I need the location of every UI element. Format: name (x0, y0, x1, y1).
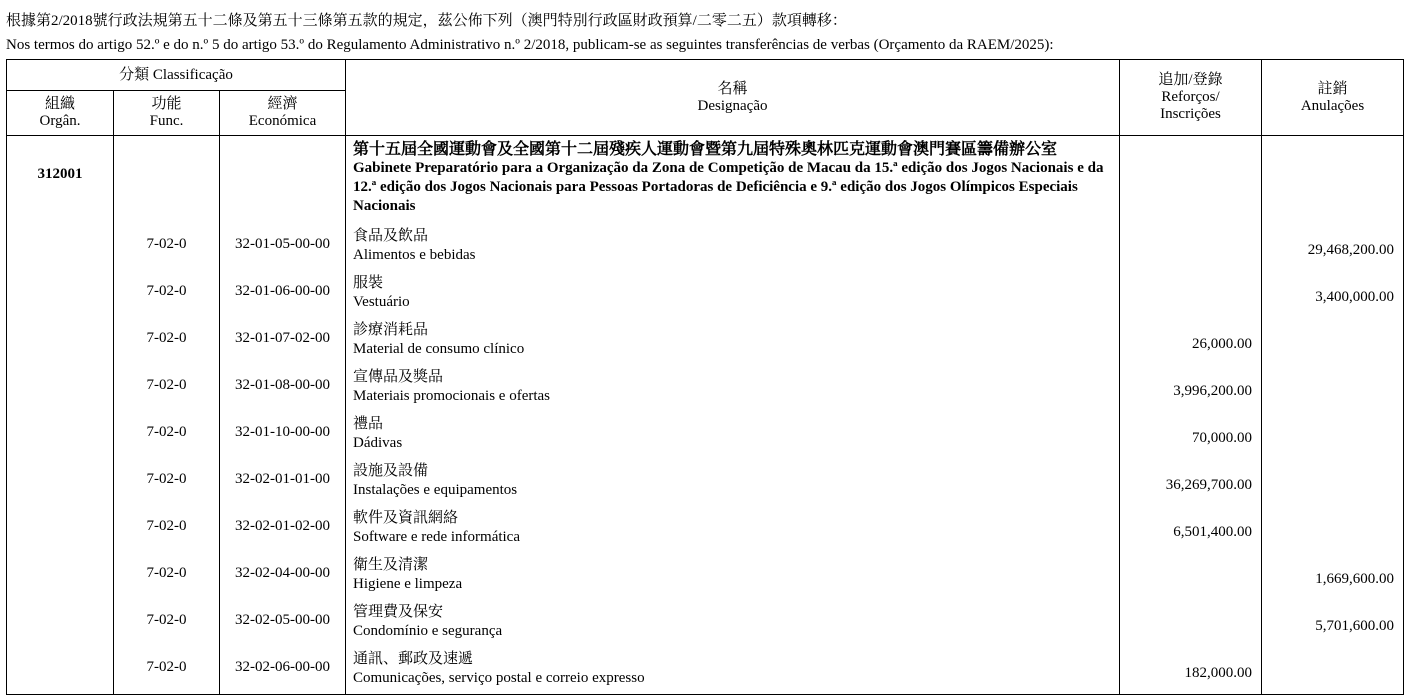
anulacoes-header (1262, 60, 1404, 136)
anulacao-amount (1262, 365, 1403, 383)
anulacoes-header-pt: Anulações (1300, 97, 1365, 114)
anulacao-cell (1262, 553, 1404, 600)
designation-zh: 服裝 (353, 275, 384, 291)
organic-cell (7, 647, 114, 695)
anulacao-cell (1262, 271, 1404, 318)
reforcos-header-pt2: Inscrições (1160, 106, 1221, 122)
eco-cell (220, 271, 346, 318)
entity-anulacao-cell (1262, 136, 1404, 225)
anulacao-amount: 3,400,000.00 (1315, 289, 1394, 305)
func-cell (114, 459, 220, 506)
designation-cell (346, 647, 1120, 695)
func-cell (114, 553, 220, 600)
eco-code: 32-02-01-02-00 (235, 518, 330, 534)
classification-header: 分類 Classificação (7, 60, 346, 91)
organica-header-zh: 組織 (44, 96, 75, 112)
anulacao-amount (1262, 412, 1403, 430)
organic-cell (7, 459, 114, 506)
eco-code: 32-01-08-00-00 (235, 377, 330, 393)
eco-cell (220, 553, 346, 600)
func-cell (114, 506, 220, 553)
designation-pt: Comunicações, serviço postal e correio expresso (353, 670, 645, 686)
designation-pt: Alimentos e bebidas (353, 247, 476, 263)
designation-zh: 設施及設備 (353, 463, 429, 479)
designation-pt: Material de consumo clínico (353, 341, 525, 357)
organic-cell (7, 365, 114, 412)
designation-cell (346, 365, 1120, 412)
organic-code: 312001 (37, 166, 83, 182)
organica-header-pt: Orgân. (39, 113, 81, 129)
anulacao-cell (1262, 318, 1404, 365)
designation-pt: Higiene e limpeza (353, 576, 463, 592)
func-cell (114, 271, 220, 318)
designation-pt: Materiais promocionais e ofertas (353, 388, 551, 404)
anulacao-cell (1262, 647, 1404, 695)
organic-cell (7, 318, 114, 365)
table-row (7, 318, 1404, 365)
eco-code: 32-01-10-00-00 (235, 424, 330, 440)
reforco-cell (1120, 647, 1262, 695)
designation-zh: 軟件及資訊網絡 (353, 510, 459, 526)
reforco-amount: 6,501,400.00 (1173, 524, 1252, 540)
designation-zh: 診療消耗品 (353, 322, 429, 338)
func-cell (114, 318, 220, 365)
reforco-amount: 3,996,200.00 (1173, 383, 1252, 399)
entity-func-cell (114, 136, 220, 225)
reforco-amount: 26,000.00 (1192, 336, 1252, 352)
entity-name-pt: Gabinete Preparatório para a Organização da Zona de Competição de Macau da 15.ª edição dos Jogos Nacionais e da 12.ª edição dos Jogos Nacionais para Pessoas Portadoras de Deficiência e 9.ª edição dos Jogos Olímpicos Especiais Nacionais (353, 160, 1104, 214)
anulacoes-header-zh: 註銷 (1317, 80, 1348, 97)
table-row (7, 506, 1404, 553)
designation-cell (346, 459, 1120, 506)
eco-cell (220, 600, 346, 647)
entity-name-zh: 第十五屆全國運動會及全國第十二屆殘疾人運動會暨第九屆特殊奧林匹克運動會澳門賽區籌備辦公室 (353, 141, 1058, 158)
eco-code: 32-02-01-01-00 (235, 471, 330, 487)
anulacao-amount (1262, 647, 1403, 665)
reforco-cell (1120, 506, 1262, 553)
eco-code: 32-02-04-00-00 (235, 565, 330, 581)
func-cell (114, 412, 220, 459)
reforco-amount: 36,269,700.00 (1165, 477, 1252, 493)
eco-cell (220, 647, 346, 695)
anulacao-cell (1262, 412, 1404, 459)
func-code: 7-02-0 (146, 612, 187, 628)
designation-pt: Dádivas (353, 435, 403, 451)
reforco-cell (1120, 271, 1262, 318)
reforco-cell (1120, 365, 1262, 412)
eco-cell (220, 459, 346, 506)
func-code: 7-02-0 (146, 330, 187, 346)
table-row (7, 459, 1404, 506)
budget-transfer-table (6, 59, 1404, 695)
organic-cell (7, 600, 114, 647)
organic-cell (7, 506, 114, 553)
table-row (7, 553, 1404, 600)
reforco-cell (1120, 318, 1262, 365)
reforco-cell (1120, 459, 1262, 506)
organic-cell (7, 553, 114, 600)
entity-organic-cell (7, 136, 114, 225)
reforco-amount: 70,000.00 (1192, 430, 1252, 446)
designation-cell (346, 224, 1120, 271)
intro-portuguese: Nos termos do artigo 52.º e do n.º 5 do artigo 53.º do Regulamento Administrativo n.º 2/2018, publicam-se as seguintes transferências de verbas (Orçamento da RAEM/2025): (6, 37, 1054, 53)
anulacao-cell (1262, 506, 1404, 553)
designation-cell (346, 271, 1120, 318)
anulacao-amount (1262, 459, 1403, 477)
eco-cell (220, 318, 346, 365)
eco-cell (220, 506, 346, 553)
eco-code: 32-02-06-00-00 (235, 659, 330, 675)
anulacao-amount: 1,669,600.00 (1315, 571, 1394, 587)
anulacao-cell (1262, 365, 1404, 412)
table-row (7, 365, 1404, 412)
func-cell (114, 600, 220, 647)
eco-code: 32-01-05-00-00 (235, 236, 330, 252)
func-code: 7-02-0 (146, 471, 187, 487)
designation-cell (346, 553, 1120, 600)
func-code: 7-02-0 (146, 377, 187, 393)
designation-zh: 管理費及保安 (353, 604, 444, 620)
reforcos-header-pt1: Reforços/ (1161, 89, 1220, 105)
eco-code: 32-01-06-00-00 (235, 283, 330, 299)
func-code: 7-02-0 (146, 283, 187, 299)
func-code: 7-02-0 (146, 518, 187, 534)
eco-cell (220, 412, 346, 459)
designation-cell (346, 412, 1120, 459)
organic-cell (7, 412, 114, 459)
func-code: 7-02-0 (146, 565, 187, 581)
anulacao-amount: 29,468,200.00 (1307, 242, 1394, 258)
table-header (7, 60, 1404, 136)
funcional-header-zh: 功能 (151, 96, 182, 112)
eco-cell (220, 224, 346, 271)
entity-designation-cell (346, 136, 1120, 225)
designation-header (346, 60, 1120, 136)
anulacao-cell (1262, 224, 1404, 271)
designation-pt: Condomínio e segurança (353, 623, 503, 639)
designation-pt: Instalações e equipamentos (353, 482, 518, 498)
func-code: 7-02-0 (146, 236, 187, 252)
anulacao-cell (1262, 459, 1404, 506)
economica-header-pt: Económica (248, 113, 317, 129)
entity-reforco-cell (1120, 136, 1262, 225)
table-body (7, 136, 1404, 695)
funcional-header (114, 91, 220, 136)
func-cell (114, 365, 220, 412)
func-cell (114, 647, 220, 695)
designation-cell (346, 318, 1120, 365)
designation-pt: Software e rede informática (353, 529, 520, 545)
anulacao-amount (1262, 318, 1403, 336)
anulacao-cell (1262, 600, 1404, 647)
table-row (7, 647, 1404, 695)
designation-cell (346, 506, 1120, 553)
organic-cell (7, 224, 114, 271)
economica-header-zh: 經濟 (267, 96, 298, 112)
func-code: 7-02-0 (146, 424, 187, 440)
table-row (7, 600, 1404, 647)
reforco-amount (1120, 600, 1261, 618)
eco-code: 32-01-07-02-00 (235, 330, 330, 346)
designation-zh: 衛生及清潔 (353, 557, 429, 573)
designation-zh: 禮品 (353, 416, 384, 432)
entity-row (7, 136, 1404, 225)
reforcos-header-zh: 追加/登錄 (1158, 72, 1223, 88)
designation-zh: 宣傳品及獎品 (353, 369, 444, 385)
func-code: 7-02-0 (146, 659, 187, 675)
eco-cell (220, 365, 346, 412)
designation-pt: Vestuário (353, 294, 410, 310)
reforco-amount (1120, 271, 1261, 289)
designation-zh: 食品及飲品 (353, 228, 429, 244)
anulacao-amount (1262, 506, 1403, 524)
reforco-amount (1120, 224, 1261, 242)
entity-eco-cell (220, 136, 346, 225)
funcional-header-pt: Func. (149, 113, 184, 129)
designation-zh: 通訊、郵政及速遞 (353, 651, 474, 667)
designation-cell (346, 600, 1120, 647)
reforco-cell (1120, 224, 1262, 271)
reforco-cell (1120, 412, 1262, 459)
organic-cell (7, 271, 114, 318)
func-cell (114, 224, 220, 271)
reforco-amount: 182,000.00 (1184, 665, 1252, 681)
reforco-cell (1120, 553, 1262, 600)
reforcos-header (1120, 60, 1262, 136)
designation-header-zh: 名稱 (717, 80, 748, 97)
reforco-amount (1120, 553, 1261, 571)
table-row (7, 271, 1404, 318)
anulacao-amount: 5,701,600.00 (1315, 618, 1394, 634)
table-row (7, 224, 1404, 271)
economica-header (220, 91, 346, 136)
eco-code: 32-02-05-00-00 (235, 612, 330, 628)
designation-header-pt: Designação (697, 97, 768, 114)
table-row (7, 412, 1404, 459)
intro-chinese: 根據第2/2018號行政法規第五十二條及第五十三條第五款的規定，茲公佈下列（澳門特別行政區財政預算/二零二五）款項轉移： (6, 13, 847, 29)
organica-header (7, 91, 114, 136)
reforco-cell (1120, 600, 1262, 647)
